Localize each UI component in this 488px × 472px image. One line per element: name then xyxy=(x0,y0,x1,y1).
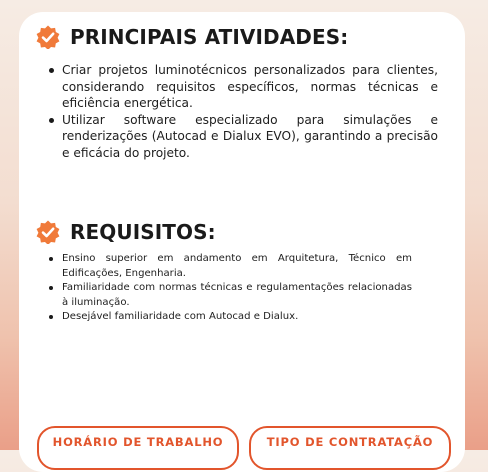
list-item: Utilizar software especializado para simulações e renderizações (Autocad e Dialux EVO), garantindo a precisão e eficácia do projeto. xyxy=(62,112,438,160)
list-item: Criar projetos luminotécnicos personalizados para clientes, considerando requisitos específicos, normas técnicas e eficiência energética. xyxy=(62,63,438,110)
list-item: Ensino superior em andamento em Arquitetura, Técnico em Edificações, Engenharia. xyxy=(62,252,412,281)
atividades-list xyxy=(62,62,438,161)
list-item: Familiaridade com normas técnicas e regulamentações relacionadas à iluminação. xyxy=(62,281,412,310)
requisitos-title: REQUISITOS: xyxy=(70,220,216,244)
check-badge-icon xyxy=(36,25,60,49)
requisitos-heading xyxy=(36,220,216,244)
list-item: Desejável familiaridade com Autocad e Dialux. xyxy=(62,310,412,325)
check-badge-icon xyxy=(36,220,60,244)
horario-de-trabalho-button[interactable]: HORÁRIO DE TRABALHO xyxy=(37,426,239,470)
atividades-title: PRINCIPAIS ATIVIDADES: xyxy=(70,25,349,49)
tipo-de-contratacao-button[interactable]: TIPO DE CONTRATAÇÃO xyxy=(249,426,451,470)
atividades-heading xyxy=(36,25,348,49)
requisitos-list xyxy=(62,252,412,325)
